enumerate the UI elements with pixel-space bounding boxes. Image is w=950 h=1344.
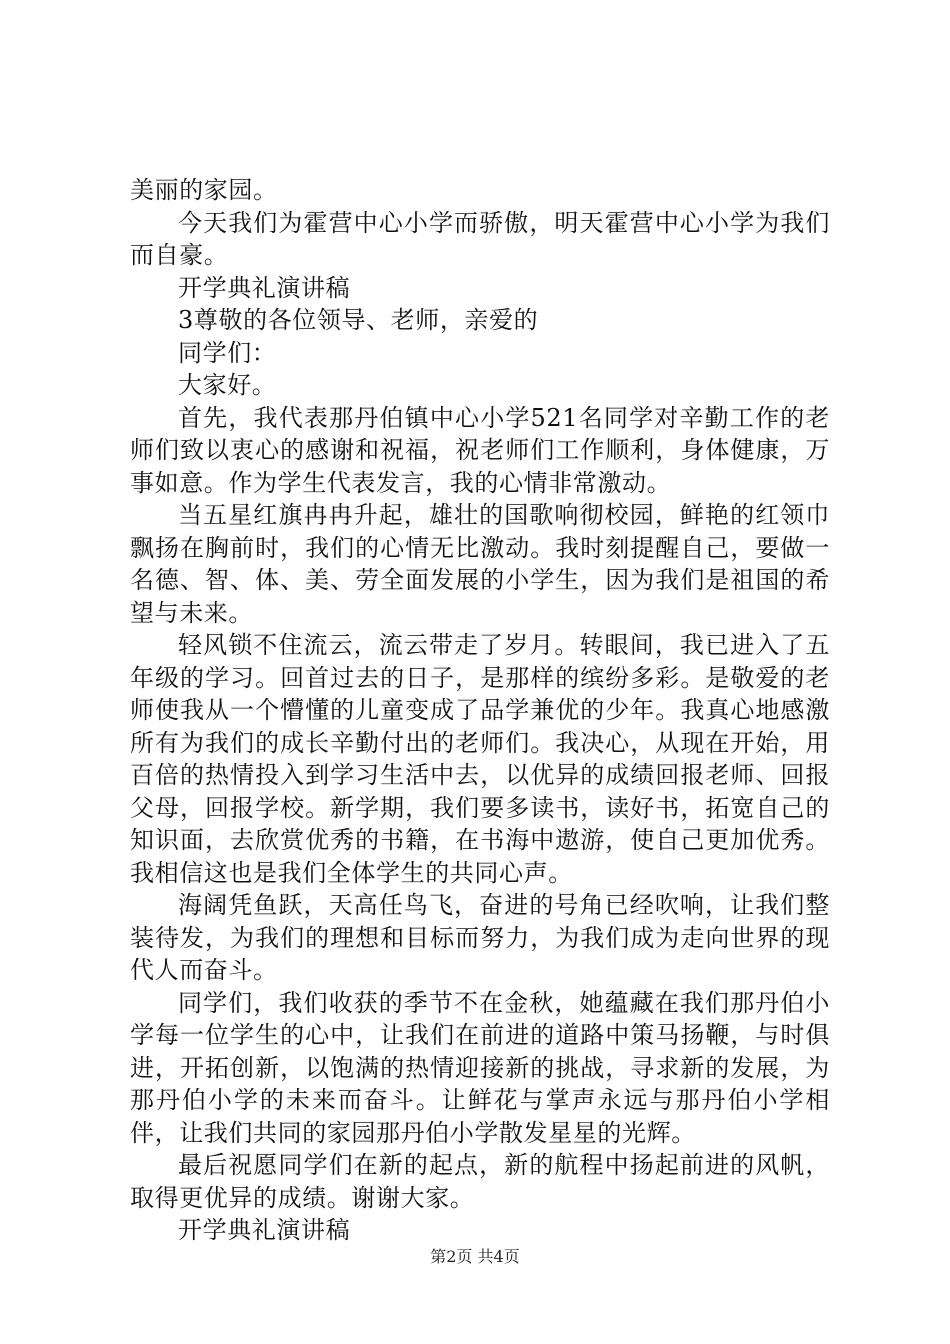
paragraph: 3尊敬的各位领导、老师，亲爱的 — [178, 306, 539, 334]
paragraph: 海阔凭鱼跃，天高任鸟飞，奋进的号角已经吹响，让我们整装待发，为我们的理想和目标而努力，为我们成为走向世界的现代人而奋斗。 — [130, 891, 830, 984]
salutation: 同学们： — [178, 338, 277, 367]
paragraph: 最后祝愿同学们在新的起点，新的航程中扬起前进的风帆，取得更优异的成绩。谢谢大家。 — [130, 1151, 830, 1212]
paragraph: 首先，我代表那丹伯镇中心小学521名同学对辛勤工作的老师们致以衷心的感谢和祝福，祝老师们工作顺利，身体健康，万事如意。作为学生代表发言，我的心情非常激动。 — [130, 403, 830, 497]
paragraph: 同学们，我们收获的季节不在金秋，她蕴藏在我们那丹伯小学每一位学生的心中，让我们在前进的道路中策马扬鞭，与时俱进，开拓创新，以饱满的热情迎接新的挑战，寻求新的发展，为那丹伯小学的未来而奋斗。让鲜花与掌声永远与那丹伯小学相伴，让我们共同的家园那丹伯小学散发星星的光辉。 — [130, 988, 830, 1147]
document-body — [130, 174, 830, 1247]
paragraph: 当五星红旗冉冉升起，雄壮的国歌响彻校园，鲜艳的红领巾飘扬在胸前时，我们的心情无比激动。我时刻提醒自己，要做一名德、智、体、美、劳全面发展的小学生，因为我们是祖国的希望与未来。 — [130, 501, 830, 627]
greeting: 大家好。 — [178, 371, 277, 399]
section-heading: 开学典礼演讲稿 — [178, 1216, 351, 1244]
paragraph: 轻风锁不住流云，流云带走了岁月。转眼间，我已进入了五年级的学习。回首过去的日子，是那样的缤纷多彩。是敬爱的老师使我从一个懵懂的儿童变成了品学兼优的少年。我真心地感激所有为我们的成长辛勤付出的老师们。我决心，从现在开始，用百倍的热情投入到学习生活中去，以优异的成绩回报老师、回报父母，回报学校。新学期，我们要多读书，读好书，拓宽自己的知识面，去欣赏优秀的书籍，在书海中遨游，使自己更加优秀。我相信这也是我们全体学生的共同心声。 — [130, 631, 830, 887]
paragraph: 今天我们为霍营中心小学而骄傲，明天霍营中心小学为我们而自豪。 — [130, 208, 830, 269]
page-footer: 第2页 共4页 — [430, 1247, 520, 1266]
section-heading: 开学典礼演讲稿 — [178, 273, 351, 302]
paragraph: 美丽的家园。 — [130, 176, 278, 204]
